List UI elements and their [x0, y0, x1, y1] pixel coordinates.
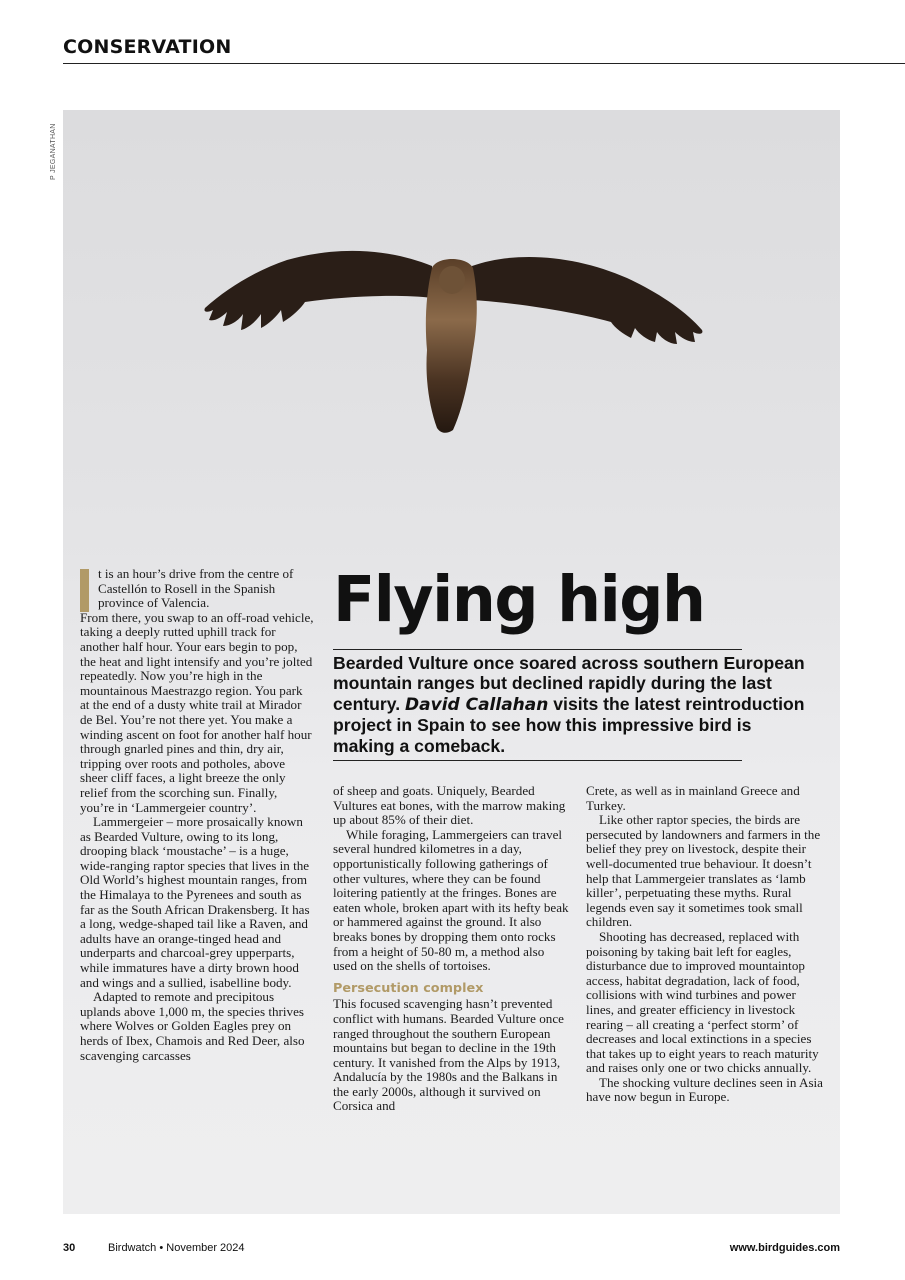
standfirst-text: Bearded Vulture once soared across southern European mountain ranges but declined rapidly during the last century. — [333, 653, 805, 714]
paragraph: Shooting has decreased, replaced with poisoning by taking bait left for eagles, disturbance due to improved mountaintop access, habitat degradation, lack of food, collisions with wind turbines and power lines, and greater efficiency in livestock rearing – all creating a ‘perfect storm’ of decreases and local extinctions in a species that takes up to eight years to reach maturity and raises only one or two chicks annually. — [586, 928, 819, 1076]
author-name: David Callahan — [405, 694, 549, 715]
paragraph: Lammergeier – more prosaically known as Bearded Vulture, owing to its long, drooping black ‘moustache’ – is a huge, wide-ranging raptor species that lives in the Old World’s highest mountain ranges, from the Himalaya to the Pyrenees and south as far as the South African Drakensberg. It has a long, wedge-shaped tail like a Raven, and adults have an orange-tinged head and underparts and charcoal-grey upperparts, while immatures have a dirty brown hood and wings and a sullied, isabelline body. — [80, 814, 310, 990]
paragraph: Crete, as well as in mainland Greece and Turkey. — [586, 783, 800, 813]
photo-credit: P JEGANATHAN — [50, 123, 57, 180]
headline-rule — [333, 649, 742, 650]
headline: Flying high — [333, 563, 705, 636]
standfirst — [333, 653, 813, 756]
section-label: CONSERVATION — [63, 36, 232, 58]
body-column-1 — [80, 567, 314, 1063]
subheading: Persecution complex — [333, 980, 484, 996]
standfirst-rule — [333, 760, 742, 761]
bearded-vulture-photo — [197, 238, 707, 438]
paragraph: While foraging, Lammergeiers can travel several hundred kilometres in a day, opportunistically following gatherings of other vultures, where they can be found loitering patiently at the fringes. Bones are eaten whole, broken apart with its hefty beak or hammered against the ground. It also breaks bones by dropping them onto rocks from a height of 50-80 m, a method also used on the shells of tortoises. — [333, 826, 569, 974]
body-column-3 — [586, 784, 826, 1105]
header-rule — [63, 63, 905, 64]
page-number: 30 — [63, 1242, 76, 1254]
standfirst-text: visits the latest reintroduction project in Spain to see how this impressive bird is making a comeback. — [333, 693, 805, 756]
paragraph: This focused scavenging hasn’t prevented conflict with humans. Bearded Vulture once ranged throughout the southern European mountains but began to decline in the 19th century. It vanished from the Alps by 1913, Andalucía by the 1980s and the Balkans in the early 2000s, although it survived on Corsica and — [333, 996, 564, 1114]
paragraph: of sheep and goats. Uniquely, Bearded Vultures eat bones, with the marrow making up about 85% of their diet. — [333, 783, 566, 828]
website-link[interactable]: www.birdguides.com — [729, 1242, 840, 1254]
magazine-issue: Birdwatch • November 2024 — [108, 1242, 245, 1254]
paragraph: From there, you swap to an off-road vehicle, taking a deeply rutted uphill track for another half hour. Your ears begin to pop, the heat and light intensify and you’re jolted repeatedly. Now you’re high in the mountainous Maestrazgo region. You park at the end of a dusty white trail at Mirador de Bel. You’re not there yet. You make a winding ascent on foot for another half hour through gnarled pines and thin, dry air, tripping over roots and potholes, above sheer cliff faces, a light breeze the only relief from the scorching sun. Finally, you’re in ‘Lammergeier country’. — [80, 609, 314, 815]
paragraph: Like other raptor species, the birds are persecuted by landowners and farmers in the belief they prey on livestock, despite their well-documented true behaviour. It doesn’t help that Lammergeier translates as ‘lamb killer’, perpetuating these myths. Rural legends even say it sometimes took small children. — [586, 812, 821, 930]
paragraph: Adapted to remote and precipitous uplands above 1,000 m, the species thrives where Wolves or Golden Eagles prey on herds of Ibex, Chamois and Red Deer, also scavenging carcasses — [80, 989, 305, 1063]
body-column-2 — [333, 784, 571, 1114]
paragraph: The shocking vulture declines seen in Asia have now begun in Europe. — [586, 1074, 823, 1105]
opening-lines: t is an hour’s drive from the centre of Castellón to Rosell in the Spanish province of Valencia. — [98, 566, 294, 611]
